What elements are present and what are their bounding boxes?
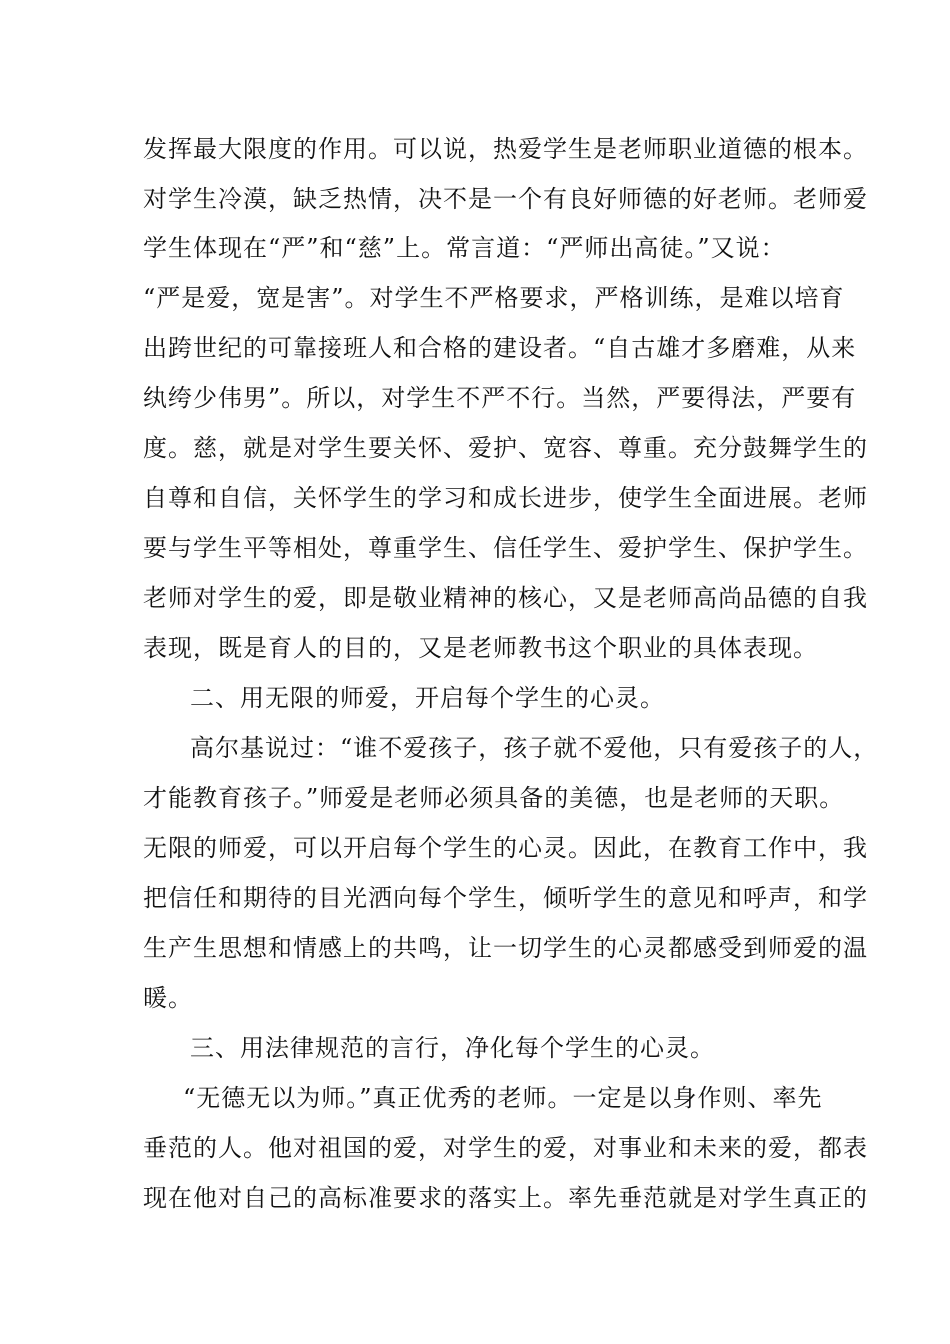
text-line: 对学生冷漠，缺乏热情，决不是一个有良好师德的好老师。老师爱	[143, 185, 868, 213]
text-line: “严是爱，宽是害”。对学生不严格要求，严格训练，是难以培育	[143, 284, 845, 312]
section-heading: 二、用无限的师爱，开启每个学生的心灵。	[190, 684, 665, 712]
text-line: 纨绔少伟男”。所以，对学生不严不行。当然，严要得法，严要有	[143, 384, 857, 412]
text-line: 自尊和自信，关怀学生的学习和成长进步，使学生全面进展。老师	[143, 484, 868, 512]
text-line: 无限的师爱，可以开启每个学生的心灵。因此，在教育工作中，我	[143, 834, 868, 862]
text-line: 高尔基说过：“谁不爱孩子，孩子就不爱他，只有爱孩子的人，	[190, 734, 879, 762]
text-line: 出跨世纪的可靠接班人和合格的建设者。“自古雄才多磨难，从来	[143, 334, 857, 362]
text-line: 要与学生平等相处，尊重学生、信任学生、爱护学生、保护学生。	[143, 534, 868, 562]
section-heading: 三、用法律规范的言行，净化每个学生的心灵。	[190, 1034, 715, 1062]
text-line: 老师对学生的爱，即是敬业精神的核心，又是老师高尚品德的自我	[143, 584, 868, 612]
text-line: 垂范的人。他对祖国的爱，对学生的爱，对事业和未来的爱，都表	[143, 1134, 868, 1162]
text-line: 生产生思想和情感上的共鸣，让一切学生的心灵都感受到师爱的温	[143, 934, 868, 962]
text-line: 表现，既是育人的目的，又是老师教书这个职业的具体表现。	[143, 634, 818, 662]
text-line: 暖。	[143, 984, 193, 1012]
text-line: 现在他对自己的高标准要求的落实上。率先垂范就是对学生真正的	[143, 1184, 868, 1212]
text-line: 学生体现在“严”和“慈”上。常言道：“严师出高徒。”又说：	[143, 234, 786, 262]
text-line: 发挥最大限度的作用。可以说，热爱学生是老师职业道德的根本。	[143, 135, 868, 163]
text-line: 度。慈，就是对学生要关怀、爱护、宽容、尊重。充分鼓舞学生的	[143, 434, 868, 462]
text-line: 把信任和期待的目光洒向每个学生，倾听学生的意见和呼声，和学	[143, 884, 868, 912]
text-line: “无德无以为师。”真正优秀的老师。一定是以身作则、率先	[183, 1084, 823, 1112]
text-line: 才能教育孩子。”师爱是老师必须具备的美德，也是老师的天职。	[143, 784, 845, 812]
